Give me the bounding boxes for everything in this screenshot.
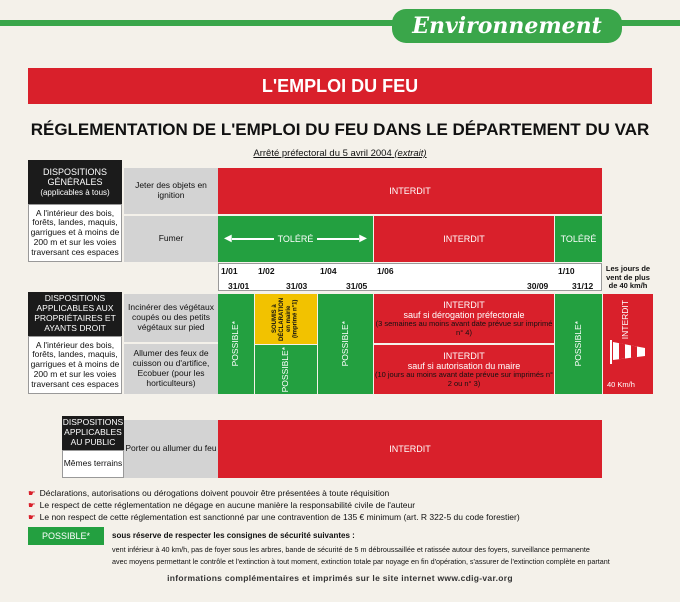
general-scope: A l'intérieur des bois, forêts, landes, maquis, garrigues et à moins de 200 m et sur les voies traversant ces espaces bbox=[28, 204, 122, 262]
date-p4-start: 1/06 bbox=[377, 266, 394, 276]
derog-note: (3 semaines au moins avant date prévue sur imprimé n° 4) bbox=[375, 319, 553, 337]
arrow-right-icon: ▶ bbox=[359, 233, 367, 244]
soumis-feb-mar bbox=[255, 294, 317, 344]
derog-sub: sauf si dérogation préfectorale bbox=[403, 309, 525, 320]
possible-oct-dec bbox=[555, 294, 602, 394]
row-fumer-tolere2: TOLÉRÉ bbox=[555, 216, 602, 262]
maire-sub: sauf si autorisation du maire bbox=[407, 360, 521, 371]
date-p2-end: 31/03 bbox=[286, 281, 308, 291]
wind-interdit-text: INTERDIT bbox=[620, 300, 630, 340]
general-heading-text: DISPOSITIONS GÉNÉRALES bbox=[42, 167, 107, 188]
bullet-icon: ☛ bbox=[28, 512, 36, 522]
note-2-text: Le respect de cette réglementation ne dégage en aucune manière la responsabilité civile de l'auteur bbox=[39, 500, 416, 510]
date-p3-end: 31/05 bbox=[346, 281, 368, 291]
owners-scope: A l'intérieur des bois, forêts, landes, maquis, garrigues et à moins de 200 m et sur les voies traversant ces espaces bbox=[28, 336, 122, 394]
note-3 bbox=[28, 512, 520, 523]
legend-line-1: sous réserve de respecter les consignes de sécurité suivantes : bbox=[112, 531, 355, 540]
footer-info: informations complémentaires et imprimés sur le site internet www.cdig-var.org bbox=[167, 573, 513, 583]
possible-feb-mar-text: POSSIBLE* bbox=[280, 346, 291, 393]
maire-title: INTERDIT bbox=[443, 350, 485, 361]
soumis-text: SOUMIS à DÉCLARATION en mairie (imprimé n°1) bbox=[272, 297, 299, 341]
wind-note: Les jours de vent de plus de 40 km/h bbox=[605, 264, 651, 291]
row-jeter-value: INTERDIT bbox=[218, 168, 602, 214]
wind-speed: 40 Km/h bbox=[607, 380, 635, 390]
maire-note: (10 jours au moins avant date prévue sur imprimés n° 2 ou n° 3) bbox=[374, 370, 554, 388]
date-p2-start: 1/02 bbox=[258, 266, 275, 276]
document-subtitle bbox=[28, 148, 652, 159]
note-2 bbox=[28, 500, 415, 511]
date-p1-end: 31/01 bbox=[228, 281, 250, 291]
public-heading: DISPOSITIONS APPLICABLES AU PUBLIC bbox=[62, 416, 124, 450]
maire-cell bbox=[374, 345, 554, 394]
owners-heading: DISPOSITIONS APPLICABLES AUX PROPRIÉTAIRES ET AYANTS DROIT bbox=[28, 292, 122, 336]
possible-jan-text: POSSIBLE* bbox=[230, 321, 241, 367]
subtitle-text: Arrêté préfectoral du 5 avril 2004 bbox=[253, 148, 392, 159]
legend-line-3: avec moyens permettant le contrôle et l'extinction à tout moment, extinction totale par noyage en fin d'opération, s'assurer de l'extinction complète en partant bbox=[112, 557, 610, 566]
wind-interdit-cell bbox=[603, 294, 653, 394]
possible-feb-mar bbox=[255, 345, 317, 394]
document-title: RÉGLEMENTATION DE L'EMPLOI DU FEU DANS LE DÉPARTEMENT DU VAR bbox=[30, 120, 650, 139]
date-p1-start: 1/01 bbox=[221, 266, 238, 276]
public-scope: Mêmes terrains bbox=[62, 450, 124, 478]
row-allumer-label: Allumer des feux de cuisson ou d'artifice, Ecobuer (pour les horticulteurs) bbox=[124, 344, 218, 394]
legend-line-2: vent inférieur à 40 km/h, pas de foyer sous les arbres, bande de sécurité de 5 m débroussaillée et ratissée autour des foyers, surveillance permanente bbox=[112, 545, 590, 554]
public-label: Porter ou allumer du feu bbox=[124, 420, 218, 478]
legend-badge: POSSIBLE* bbox=[28, 527, 104, 545]
public-value: INTERDIT bbox=[218, 420, 602, 478]
windsock-icon bbox=[609, 338, 647, 364]
section-tab: Environnement bbox=[392, 9, 622, 43]
derogation-cell bbox=[374, 294, 554, 343]
possible-apr-may bbox=[318, 294, 373, 394]
possible-oct-dec-text: POSSIBLE* bbox=[572, 321, 583, 367]
derog-title: INTERDIT bbox=[443, 299, 485, 310]
possible-jan bbox=[218, 294, 254, 394]
row-fumer-label: Fumer bbox=[124, 216, 218, 262]
date-p5-start: 1/10 bbox=[558, 266, 575, 276]
general-heading-sub: (applicables à tous) bbox=[40, 187, 110, 197]
row-incinerer-label: Incinérer des végétaux coupés ou des petits végétaux sur pied bbox=[124, 294, 218, 342]
banner-title: L'EMPLOI DU FEU bbox=[28, 68, 652, 104]
general-heading bbox=[28, 160, 122, 204]
row-jeter-label: Jeter des objets en ignition bbox=[124, 168, 218, 214]
bullet-icon: ☛ bbox=[28, 500, 36, 510]
date-p4-end: 30/09 bbox=[527, 281, 549, 291]
row-fumer-tolere bbox=[218, 216, 373, 262]
note-1-text: Déclarations, autorisations ou dérogations doivent pouvoir être présentées à toute réquisition bbox=[39, 488, 390, 498]
arrow-left-icon: ◀ bbox=[224, 233, 232, 244]
subtitle-extra: (extrait) bbox=[394, 148, 427, 159]
note-3-text: Le non respect de cette réglementation est sanctionné par une contravention de 135 € minimum (art. R 322-5 du code forestier) bbox=[39, 512, 520, 522]
date-p5-end: 31/12 bbox=[572, 281, 594, 291]
row-fumer-interdit: INTERDIT bbox=[374, 216, 554, 262]
bullet-icon: ☛ bbox=[28, 488, 36, 498]
tolere-label: TOLÉRÉ bbox=[274, 234, 318, 244]
date-p3-start: 1/04 bbox=[320, 266, 337, 276]
note-1 bbox=[28, 488, 389, 499]
possible-apr-may-text: POSSIBLE* bbox=[339, 321, 350, 367]
